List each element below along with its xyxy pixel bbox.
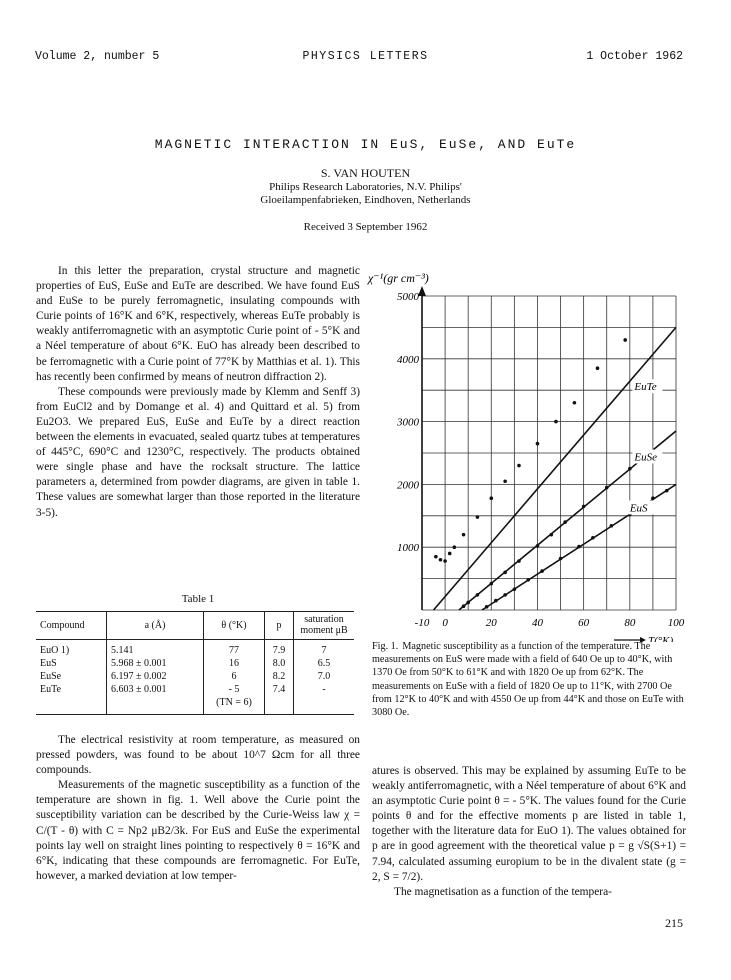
- table-header-cell: saturation moment μB: [294, 612, 355, 640]
- data-point-eute: [573, 401, 577, 405]
- table-cell: 6.603 ± 0.001: [107, 683, 204, 696]
- data-point-eute: [517, 464, 521, 468]
- x-tick-label: 60: [578, 617, 590, 629]
- y-tick-label: 1000: [397, 542, 419, 555]
- table-1: [36, 611, 354, 715]
- x-tick-label: -10: [414, 617, 430, 629]
- table-cell: 8.2: [265, 670, 294, 683]
- figure-caption-text: Magnetic susceptibility as a function of the temperature. The measurements on EuS were made with a field of 640 Oe up to 40°K, with 1370 Oe from 50°K to 61°K and with 1820 Oe up from 62°K. The measurements on EuSe with a field of 1820 Oe up to 11°K, with 2700 Oe from 12°K to 40°K and with 4550 Oe up from 44°K and those on EuTe with 3080 Oe.: [372, 641, 684, 719]
- table-cell: 7.9: [265, 640, 294, 658]
- y-tick-label: 5000: [397, 291, 419, 303]
- data-point-euse: [466, 601, 470, 605]
- data-point-euse: [582, 505, 586, 509]
- data-point-euse: [462, 604, 466, 608]
- data-point-euse: [503, 571, 507, 575]
- paragraph-magnetisation: The magnetisation as a function of the tempera-: [394, 885, 612, 898]
- data-point-eute: [448, 552, 452, 556]
- data-point-euse: [605, 486, 609, 490]
- right-column: [372, 764, 686, 900]
- data-point-eute: [503, 479, 507, 483]
- data-point-eus: [513, 587, 517, 591]
- table-header-cell: θ (°K): [204, 612, 265, 640]
- table-cell: 5.141: [107, 640, 204, 658]
- table-row: [36, 670, 354, 683]
- table-footnote: (TN = 6): [204, 696, 265, 714]
- susceptibility-chart: [364, 266, 694, 642]
- data-point-euse: [517, 559, 521, 563]
- table-header-row: [36, 612, 354, 640]
- data-point-eus: [577, 545, 581, 549]
- table-cell: 7: [294, 640, 355, 658]
- data-point-euse: [550, 533, 554, 537]
- figure-1: [364, 266, 694, 642]
- header-journal: PHYSICS LETTERS: [302, 50, 429, 63]
- table-row: [36, 640, 354, 658]
- data-point-eute: [536, 442, 540, 446]
- paragraph-preparation: These compounds were previously made by Klemm and Senff 3) from EuCl2 and by Domange et al. 4) and Quittard et al. 5) from Eu2O3. We prepared EuS, EuSe and EuTe by a direct reaction between the elements in evacuated, sealed quartz tubes at temperatures of 445°C, 690°C and 1230°C, respectively. The products obtained were single phase and have the rocksalt structure. The lattice parameters a, determined from powder diagrams, are given in table 1. These values are somewhat larger than those reported in the literature 3-5).: [36, 385, 360, 519]
- table-cell: EuSe: [40, 671, 62, 682]
- x-tick-label: 0: [442, 617, 448, 629]
- data-point-eus: [591, 536, 595, 540]
- y-tick-label: 2000: [397, 479, 419, 492]
- table-cell: - 5: [204, 683, 265, 696]
- table-cell: 7.0: [294, 670, 355, 683]
- x-tick-label: 100: [667, 617, 685, 629]
- table-header-cell: Compound: [40, 620, 85, 631]
- data-point-euse: [563, 520, 567, 524]
- data-point-eute: [434, 555, 438, 559]
- data-point-eus: [526, 578, 530, 582]
- left-column: [36, 264, 360, 521]
- article-affiliation-1: Philips Research Laboratories, N.V. Philips': [269, 181, 462, 193]
- y-axis-arrow: [418, 286, 426, 296]
- page-number: 215: [665, 916, 683, 930]
- x-axis-label: T(°K): [648, 635, 674, 642]
- table-cell: EuTe: [40, 684, 61, 695]
- header-date: 1 October 1962: [586, 50, 683, 63]
- data-point-eus: [610, 524, 614, 528]
- table-cell: 6.5: [294, 657, 355, 670]
- data-point-eus: [503, 593, 507, 597]
- article-affiliation-2: Gloeilampenfabrieken, Eindhoven, Netherlands: [260, 194, 471, 206]
- table-cell: 8.0: [265, 657, 294, 670]
- table-cell: EuO 1): [40, 645, 70, 656]
- article-title: MAGNETIC INTERACTION IN EuS, EuSe, AND EuTe: [154, 137, 577, 152]
- series-line-eute: [434, 327, 676, 610]
- figure-caption-label: Fig. 1.: [372, 641, 399, 652]
- table-cell: 6.197 ± 0.002: [107, 670, 204, 683]
- x-tick-label: 20: [485, 617, 497, 629]
- data-point-eus: [485, 605, 489, 609]
- data-point-euse: [628, 467, 632, 471]
- table-cell: 6: [204, 670, 265, 683]
- table-cell: 7.4: [265, 683, 294, 696]
- table-row: [36, 657, 354, 670]
- paragraph-antiferromagnetic: atures is observed. This may be explained by assuming EuTe to be weakly antiferromagnetic, with a Néel temperature of about 6°K and an asymptotic Curie point θ = - 5°K. The values found for the Curie points θ and for the effective moments p are listed in table 1, together with the literature data for EuO 1). The values obtained for p are in good agreement with the theoretical value p = g √S(S+1) = 7.94, calculated assuming europium to be in the divalent state (g = 2, S = 7/2).: [372, 765, 686, 883]
- data-point-eus: [540, 569, 544, 573]
- x-tick-label: 80: [624, 617, 636, 629]
- article-author: S. VAN HOUTEN: [320, 166, 411, 180]
- series-label-eus: EuS: [629, 502, 648, 515]
- table-cell: 16: [204, 657, 265, 670]
- data-point-eute: [476, 515, 480, 519]
- data-point-eute: [443, 559, 447, 563]
- series-label-eute: EuTe: [634, 381, 657, 394]
- data-point-eute: [623, 338, 627, 342]
- data-point-euse: [536, 544, 540, 548]
- table-header-cell: a (Å): [107, 612, 204, 640]
- series-label-euse: EuSe: [634, 451, 658, 464]
- paragraph-intro: In this letter the preparation, crystal structure and magnetic properties of EuS, EuSe and EuTe are described. We have found EuS and EuSe to be purely ferromagnetic, insulating compounds with Curie points of 16°K and 6°K, respectively, whereas EuTe probably is weakly antiferromagnetic with an asymptotic Curie point of - 5°K and a Néel temperature of about 6°K. EuO has already been described to be ferromagnetic with a Curie point of 77°K by Matthias et al. 1). This has recently been confirmed by means of neutron diffraction 2).: [36, 265, 360, 383]
- data-point-eus: [559, 557, 563, 561]
- data-point-eute: [596, 366, 600, 370]
- data-point-eute: [554, 420, 558, 424]
- paragraph-susceptibility: Measurements of the magnetic susceptibility as a function of the temperature are shown in fig. 1. Well above the Curie point the susceptibility variation can be described by the Curie-Weiss law χ = C/(T - θ) with C = Np2 μB2/3k. For EuS and EuSe the experimental points lay well on straight lines pointing to respectively θ = 16°K and 6°K, indicating that these compounds are ferromagnetic. For EuTe, however, a marked deviation at low temper-: [36, 779, 360, 882]
- table-cell: 77: [204, 640, 265, 658]
- data-point-euse: [476, 593, 480, 597]
- table-row: [36, 683, 354, 696]
- left-column-lower: [36, 733, 360, 884]
- table-caption: Table 1: [181, 593, 215, 605]
- data-point-eute: [453, 545, 457, 549]
- data-point-eute: [439, 558, 443, 562]
- article-received: Received 3 September 1962: [303, 221, 428, 233]
- data-point-eute: [489, 496, 493, 500]
- x-tick-label: 40: [531, 617, 543, 629]
- y-axis-label: χ⁻¹(gr cm⁻³): [368, 271, 429, 285]
- table-header-cell: p: [265, 612, 294, 640]
- table-cell: -: [294, 683, 355, 696]
- data-point-eus: [665, 489, 669, 493]
- data-point-eus: [494, 599, 498, 603]
- table-cell: 5.968 ± 0.001: [107, 657, 204, 670]
- data-point-eute: [462, 533, 466, 537]
- table-row: [36, 696, 354, 714]
- data-point-eus: [651, 496, 655, 500]
- figure-caption: [372, 640, 684, 719]
- table-cell: EuS: [40, 658, 57, 669]
- data-point-euse: [489, 582, 493, 586]
- header-volume: Volume 2, number 5: [35, 50, 160, 63]
- y-tick-label: 4000: [397, 353, 419, 366]
- y-tick-label: 3000: [397, 416, 419, 429]
- paragraph-resistivity: The electrical resistivity at room temperature, as measured on pressed powders, was found to be about 10^7 Ωcm for all three compounds.: [36, 734, 360, 777]
